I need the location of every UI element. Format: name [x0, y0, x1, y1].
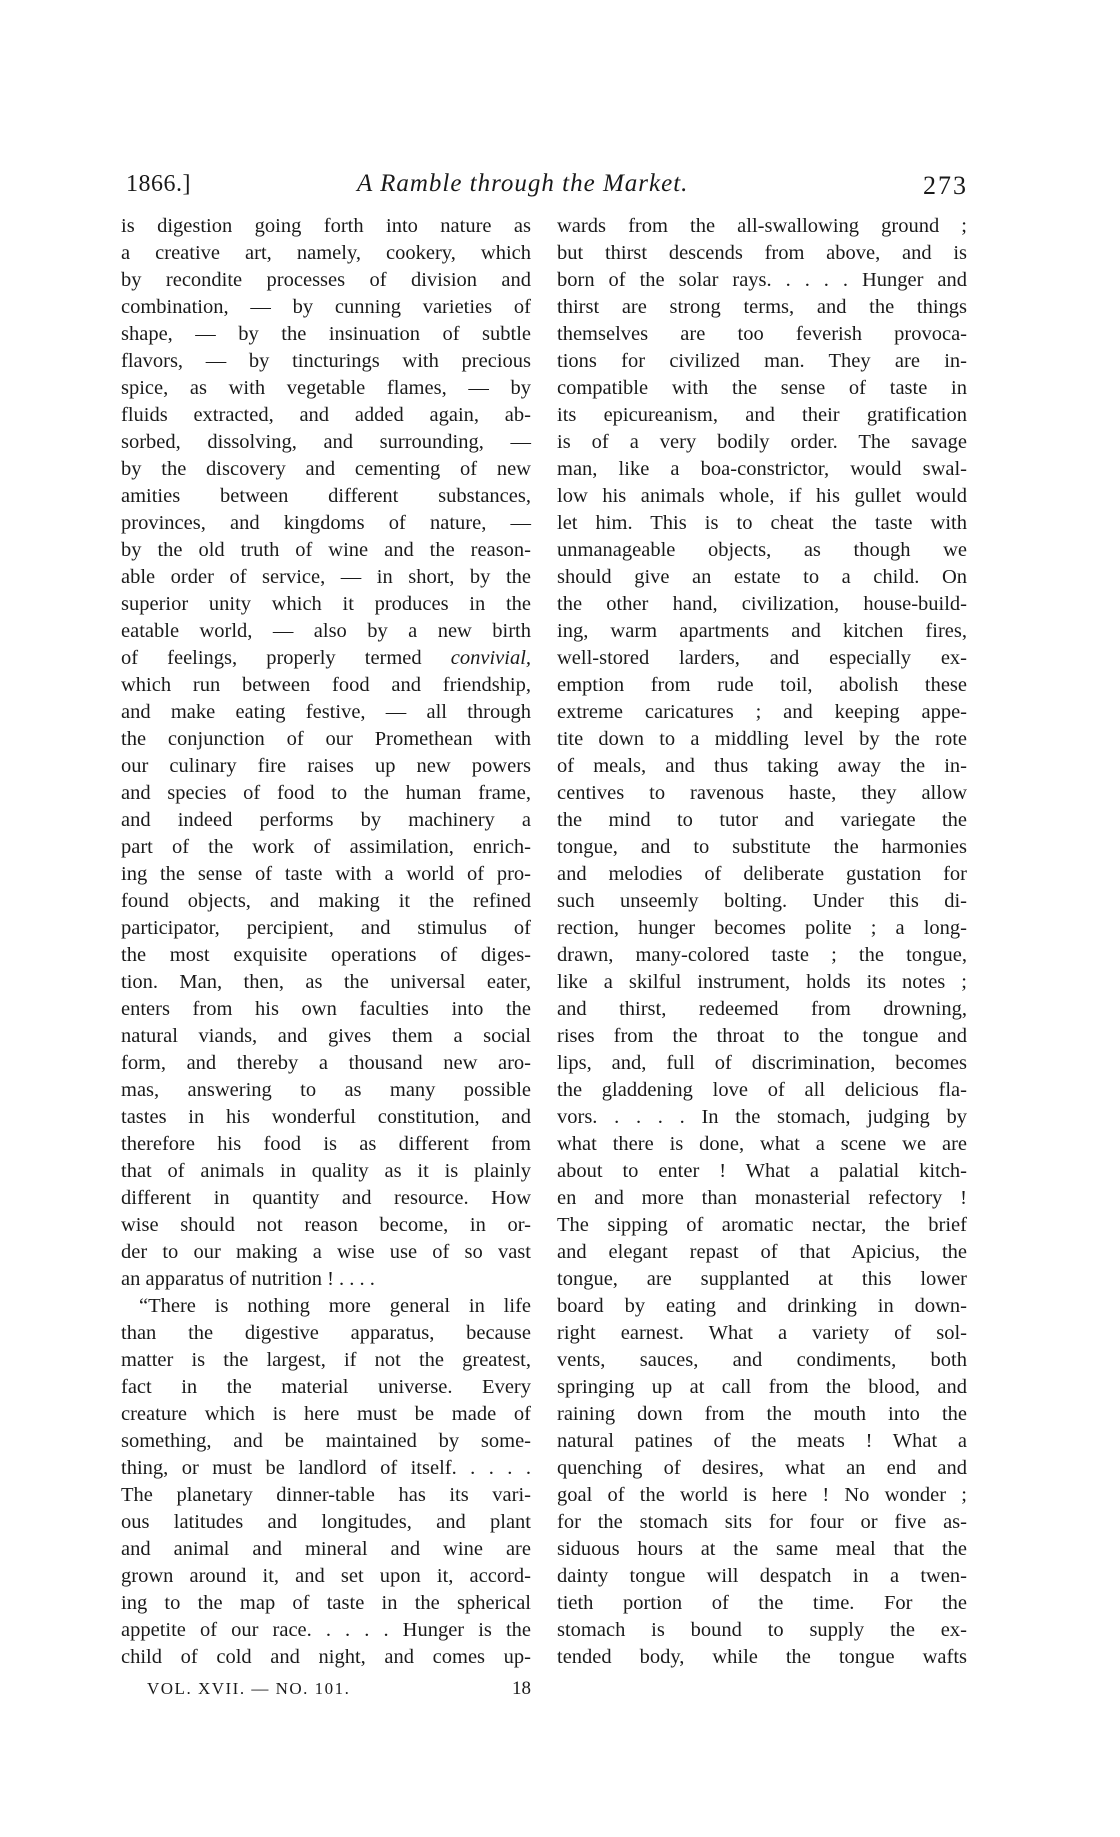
text-line: by the old truth of wine and the reason-: [121, 539, 531, 561]
text-line: should give an estate to a child. On: [557, 566, 967, 588]
page-number: 273: [923, 171, 968, 200]
text-line: and make eating festive, — all through: [121, 701, 531, 723]
text-line: child of cold and night, and comes up-: [121, 1646, 531, 1668]
text-fragment: of feelings, properly termed: [121, 647, 422, 669]
text-line: about to enter ! What a palatial kitch-: [557, 1160, 967, 1182]
text-line: by the discovery and cementing of new: [121, 458, 531, 480]
text-line: form, and thereby a thousand new aro-: [121, 1052, 531, 1074]
text-line: fluids extracted, and added again, ab-: [121, 404, 531, 426]
text-line: raining down from the mouth into the: [557, 1403, 967, 1425]
text-line: well-stored larders, and especially ex-: [557, 647, 967, 669]
text-line: by recondite processes of division and: [121, 269, 531, 291]
text-line: tongue, and to substitute the harmonies: [557, 836, 967, 858]
text-line: The sipping of aromatic nectar, the brief: [557, 1214, 967, 1236]
text-line: extreme caricatures ; and keeping appe-: [557, 701, 967, 723]
text-line: der to our making a wise use of so vast: [121, 1241, 531, 1263]
text-line: emption from rude toil, abolish these: [557, 674, 967, 696]
text-line: eatable world, — also by a new birth: [121, 620, 531, 642]
text-line: and elegant repast of that Apicius, the: [557, 1241, 967, 1263]
text-line: like a skilful instrument, holds its notes ;: [557, 971, 967, 993]
text-line: and melodies of deliberate gustation for: [557, 863, 967, 885]
text-line: different in quantity and resource. How: [121, 1187, 531, 1209]
text-line: matter is the largest, if not the greatest,: [121, 1349, 531, 1371]
text-line: tions for civilized man. They are in-: [557, 350, 967, 372]
text-line: rises from the throat to the tongue and: [557, 1025, 967, 1047]
text-line: siduous hours at the same meal that the: [557, 1538, 967, 1560]
page-footer: [147, 1675, 531, 1702]
text-line: and indeed performs by machinery a: [121, 809, 531, 831]
text-line: that of animals in quality as it is plainly: [121, 1160, 531, 1182]
text-line: participator, percipient, and stimulus of: [121, 917, 531, 939]
text-line: than the digestive apparatus, because: [121, 1322, 531, 1344]
text-line: man, like a boa-constrictor, would swal-: [557, 458, 967, 480]
text-line: the most exquisite operations of diges-: [121, 944, 531, 966]
text-line: for the stomach sits for four or five as-: [557, 1511, 967, 1533]
text-line: able order of service, — in short, by the: [121, 566, 531, 588]
text-line: let him. This is to cheat the taste with: [557, 512, 967, 534]
text-line: sorbed, dissolving, and surrounding, —: [121, 431, 531, 453]
text-line: enters from his own faculties into the: [121, 998, 531, 1020]
text-line: compatible with the sense of taste in: [557, 377, 967, 399]
text-line: the mind to tutor and variegate the: [557, 809, 967, 831]
text-line: but thirst descends from above, and is: [557, 242, 967, 264]
text-line: tieth portion of the time. For the: [557, 1592, 967, 1614]
text-line: natural patines of the meats ! What a: [557, 1430, 967, 1452]
text-line: mas, answering to as many possible: [121, 1079, 531, 1101]
italic-word: convivial,: [450, 647, 532, 669]
text-line: rection, hunger becomes polite ; a long-: [557, 917, 967, 939]
text-line: amities between different substances,: [121, 485, 531, 507]
text-line: wise should not reason become, in or-: [121, 1214, 531, 1236]
text-line: board by eating and drinking in down-: [557, 1295, 967, 1317]
text-line: wards from the all-swallowing ground ;: [557, 215, 967, 237]
text-line-with-italic: [121, 645, 531, 672]
text-line: en and more than monasterial refectory !: [557, 1187, 967, 1209]
text-line: ing to the map of taste in the spherical: [121, 1592, 531, 1614]
text-line: ous latitudes and longitudes, and plant: [121, 1511, 531, 1533]
text-line: the conjunction of our Promethean with: [121, 728, 531, 750]
text-line: and thirst, redeemed from drowning,: [557, 998, 967, 1020]
paragraph-end-line: an apparatus of nutrition ! . . . .: [121, 1268, 375, 1290]
text-line: born of the solar rays. . . . . Hunger and: [557, 269, 967, 291]
text-line: tite down to a middling level by the rote: [557, 728, 967, 750]
text-line: thirst are strong terms, and the things: [557, 296, 967, 318]
text-line: tion. Man, then, as the universal eater,: [121, 971, 531, 993]
paragraph-start-line: “There is nothing more general in life: [139, 1295, 531, 1317]
text-line: natural viands, and gives them a social: [121, 1025, 531, 1047]
text-line: tastes in his wonderful constitution, and: [121, 1106, 531, 1128]
text-line: low his animals whole, if his gullet would: [557, 485, 967, 507]
text-line: vors. . . . . In the stomach, judging by: [557, 1106, 967, 1128]
text-line: thing, or must be landlord of itself. . . . .: [121, 1457, 531, 1479]
text-line: centives to ravenous haste, they allow: [557, 782, 967, 804]
text-line: stomach is bound to supply the ex-: [557, 1619, 967, 1641]
text-line: our culinary fire raises up new powers: [121, 755, 531, 777]
text-line: goal of the world is here ! No wonder ;: [557, 1484, 967, 1506]
text-line: The planetary dinner-table has its vari-: [121, 1484, 531, 1506]
signature-mark: 18: [512, 1678, 531, 1699]
text-line: fact in the material universe. Every: [121, 1376, 531, 1398]
text-line: flavors, — by tincturings with precious: [121, 350, 531, 372]
text-line: tongue, are supplanted at this lower: [557, 1268, 967, 1290]
text-line: lips, and, full of discrimination, becomes: [557, 1052, 967, 1074]
text-line: springing up at call from the blood, and: [557, 1376, 967, 1398]
text-line: therefore his food is as different from: [121, 1133, 531, 1155]
text-line: quenching of desires, what an end and: [557, 1457, 967, 1479]
running-head-title: A Ramble through the Market.: [357, 170, 689, 197]
text-line: the other hand, civilization, house-build-: [557, 593, 967, 615]
text-line: and animal and mineral and wine are: [121, 1538, 531, 1560]
text-line: what there is done, what a scene we are: [557, 1133, 967, 1155]
text-line: combination, — by cunning varieties of: [121, 296, 531, 318]
text-line: unmanageable objects, as though we: [557, 539, 967, 561]
text-line: grown around it, and set upon it, accord-: [121, 1565, 531, 1587]
text-line: ing, warm apartments and kitchen fires,: [557, 620, 967, 642]
text-line: the gladdening love of all delicious fla-: [557, 1079, 967, 1101]
text-line: dainty tongue will despatch in a twen-: [557, 1565, 967, 1587]
text-line: such unseemly bolting. Under this di-: [557, 890, 967, 912]
text-line: is digestion going forth into nature as: [121, 215, 531, 237]
text-line: of meals, and thus taking away the in-: [557, 755, 967, 777]
text-line: found objects, and making it the refined: [121, 890, 531, 912]
text-line: vents, sauces, and condiments, both: [557, 1349, 967, 1371]
running-head: [122, 166, 968, 202]
text-line: drawn, many-colored taste ; the tongue,: [557, 944, 967, 966]
text-line: tended body, while the tongue wafts: [557, 1646, 967, 1668]
left-column: [121, 213, 531, 1671]
text-line: part of the work of assimilation, enrich-: [121, 836, 531, 858]
text-line: creature which is here must be made of: [121, 1403, 531, 1425]
text-line: ing the sense of taste with a world of pro-: [121, 863, 531, 885]
text-line: and species of food to the human frame,: [121, 782, 531, 804]
text-line: something, and be maintained by some-: [121, 1430, 531, 1452]
text-line: which run between food and friendship,: [121, 674, 531, 696]
text-line: shape, — by the insinuation of subtle: [121, 323, 531, 345]
running-head-date: 1866.]: [126, 171, 191, 197]
text-line: superior unity which it produces in the: [121, 593, 531, 615]
text-line: spice, as with vegetable flames, — by: [121, 377, 531, 399]
text-line: provinces, and kingdoms of nature, —: [121, 512, 531, 534]
text-line: right earnest. What a variety of sol-: [557, 1322, 967, 1344]
text-line: themselves are too feverish provoca-: [557, 323, 967, 345]
right-column: [557, 213, 967, 1671]
text-line: appetite of our race. . . . . Hunger is the: [121, 1619, 531, 1641]
text-line: is of a very bodily order. The savage: [557, 431, 967, 453]
volume-number: VOL. XVII. — NO. 101.: [147, 1679, 351, 1698]
text-line: a creative art, namely, cookery, which: [121, 242, 531, 264]
text-line: its epicureanism, and their gratification: [557, 404, 967, 426]
